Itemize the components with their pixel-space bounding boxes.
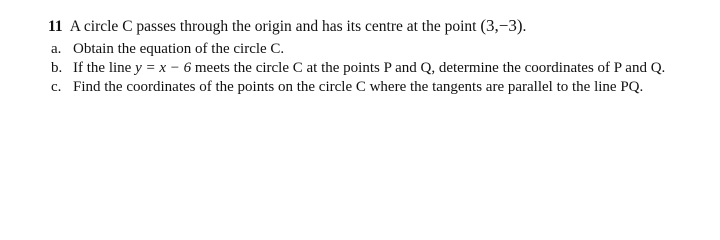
centre-point: (3,−3) xyxy=(480,16,523,35)
line-equation: y = x − 6 xyxy=(135,60,192,76)
part-b-text xyxy=(73,59,708,78)
part-b-text-before: If the line xyxy=(73,60,132,76)
part-a-letter: a. xyxy=(51,41,62,57)
part-a-text: Obtain the equation of the circle C. xyxy=(73,41,285,57)
question-11 xyxy=(48,16,708,97)
question-stem-text: A circle C passes through the origin and has its centre at the point xyxy=(69,18,477,35)
question-stem xyxy=(48,16,708,37)
part-c xyxy=(48,78,708,97)
part-c-letter: c. xyxy=(51,79,62,95)
part-b-text-after: meets the circle C at the points P and Q, determine the coordinates of P and Q. xyxy=(194,60,666,76)
part-a xyxy=(48,40,708,59)
stem-end: . xyxy=(522,18,527,35)
question-number: 11 xyxy=(48,18,63,35)
part-b-letter: b. xyxy=(51,60,63,76)
question-parts xyxy=(48,40,708,97)
part-c-text: Find the coordinates of the points on the circle C where the tangents are parallel to the line PQ. xyxy=(73,79,644,95)
part-b xyxy=(48,59,708,78)
